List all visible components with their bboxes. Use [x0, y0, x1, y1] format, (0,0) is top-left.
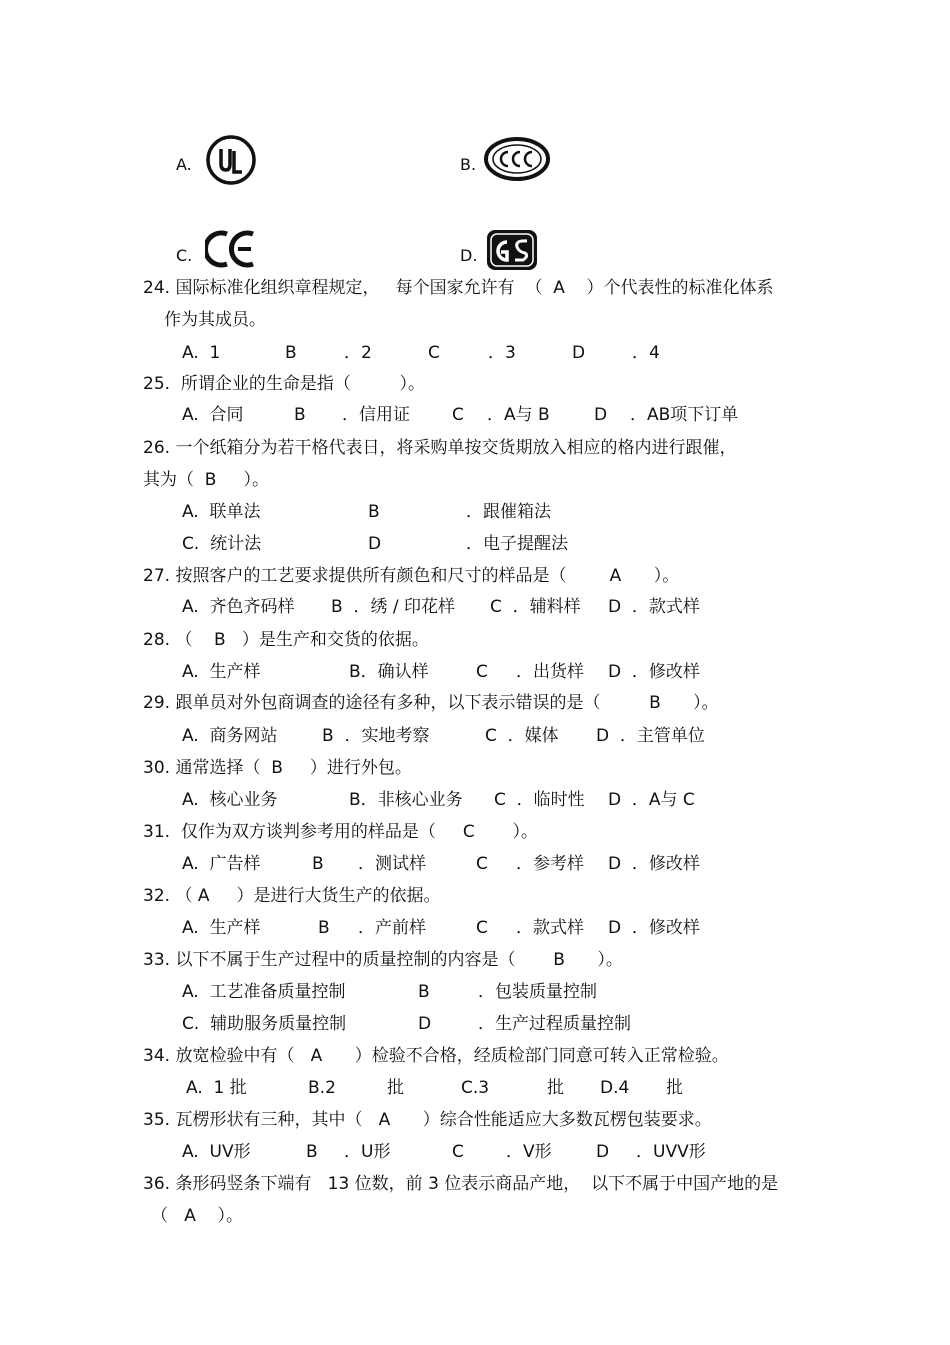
- ccc-mark-icon: [483, 136, 551, 182]
- option-b-letter: B: [312, 854, 324, 874]
- option-d-letter: D: [368, 534, 382, 554]
- option-d-unit: 批: [666, 1078, 683, 1098]
- question-33-text: 33. 以下不属于生产过程中的质量控制的内容是（ B ）。: [143, 950, 623, 970]
- option-c: ．参考样: [516, 854, 584, 874]
- option-d: ．UVV形: [636, 1142, 706, 1162]
- option-a: A. 1 批: [186, 1078, 247, 1098]
- option-a: A. 广告样: [182, 854, 261, 874]
- question-25-text: 25. 所谓企业的生命是指（ ）。: [143, 374, 425, 394]
- option-c: ．款式样: [516, 918, 584, 938]
- option-a: A. 齐色齐码样: [182, 597, 295, 617]
- option-d-letter: D.4: [600, 1078, 630, 1098]
- question-36-text: 36. 条形码竖条下端有 13 位数，前 3 位表示商品产地， 以下不属于中国产地的是: [143, 1174, 779, 1194]
- option-a: A. 联单法: [182, 502, 261, 522]
- option-a: A. 商务网站: [182, 726, 278, 746]
- option-d: D ．款式样: [608, 597, 700, 617]
- option-d-letter: D: [418, 1014, 432, 1034]
- option-a: A. 核心业务: [182, 790, 278, 810]
- question-24-text: 24. 国际标准化组织章程规定， 每个国家允许有 （ A ）个代表性的标准化体系: [143, 278, 774, 298]
- option-b: ．2: [344, 343, 372, 363]
- question-24-text-cont: 作为其成员。: [164, 310, 266, 330]
- ul-mark-icon: [205, 134, 257, 186]
- option-c-letter: C: [476, 918, 488, 938]
- option-c-unit: 批: [547, 1078, 564, 1098]
- option-b-letter: B: [318, 918, 330, 938]
- option-d: ．AB项下订单: [630, 405, 739, 425]
- ce-mark-icon: [205, 228, 257, 270]
- option-c-letter: C: [476, 854, 488, 874]
- option-c: ．出货样: [516, 662, 584, 682]
- option-b: ．测试样: [358, 854, 426, 874]
- option-b: ．跟催箱法: [466, 502, 551, 522]
- question-29-text: 29. 跟单员对外包商调查的途径有多种，以下表示错误的是（ B ）。: [143, 693, 719, 713]
- option-c: ．3: [488, 343, 516, 363]
- option-a: A. 生产样: [182, 918, 261, 938]
- option-b: B．非核心业务: [349, 790, 463, 810]
- question-27-text: 27. 按照客户的工艺要求提供所有颜色和尺寸的样品是（ A ）。: [143, 566, 680, 586]
- logo-option-b-label: B.: [460, 155, 477, 174]
- option-a: A. 合同: [182, 405, 244, 425]
- option-c: C ．临时性: [494, 790, 585, 810]
- option-d-letter: D: [594, 405, 608, 425]
- option-d: ．4: [632, 343, 660, 363]
- question-35-text: 35. 瓦楞形状有三种，其中（ A ）综合性能适应大多数瓦楞包装要求。: [143, 1110, 712, 1130]
- option-c: C ．媒体: [485, 726, 559, 746]
- option-d-letter: D: [572, 343, 586, 363]
- option-b: ．U形: [344, 1142, 391, 1162]
- option-c-letter: C: [476, 662, 488, 682]
- option-b: ．产前样: [358, 918, 426, 938]
- option-c: ．A与 B: [487, 405, 550, 425]
- option-c-letter: C.3: [461, 1078, 490, 1098]
- option-d: D ．A与 C: [608, 790, 695, 810]
- logo-option-c-label: C.: [176, 246, 193, 265]
- option-b-letter: B: [294, 405, 306, 425]
- option-b-letter: B: [418, 982, 430, 1002]
- option-d: D ．修改样: [608, 662, 700, 682]
- option-a: A. 生产样: [182, 662, 261, 682]
- question-26-text-cont: 其为（ B ）。: [143, 470, 269, 490]
- option-b: B ．绣 / 印花样: [331, 597, 456, 617]
- option-b: B．确认样: [349, 662, 429, 682]
- option-c: C. 辅助服务质量控制: [182, 1014, 347, 1034]
- option-c: C. 统计法: [182, 534, 262, 554]
- option-b-letter: B.2: [308, 1078, 336, 1098]
- option-b-unit: 批: [387, 1078, 404, 1098]
- question-28-text: 28. （ B ）是生产和交货的依据。: [143, 630, 429, 650]
- option-b: ．信用证: [342, 405, 410, 425]
- option-c: C ．辅料样: [490, 597, 581, 617]
- question-31-text: 31. 仅作为双方谈判参考用的样品是（ C ）。: [143, 822, 539, 842]
- option-d: ．电子提醒法: [466, 534, 568, 554]
- question-30-text: 30. 通常选择（ B ）进行外包。: [143, 758, 412, 778]
- option-b-letter: B: [368, 502, 380, 522]
- option-b: ．包装质量控制: [478, 982, 597, 1002]
- logo-option-a-label: A.: [176, 155, 192, 174]
- option-b-letter: B: [306, 1142, 318, 1162]
- option-c-letter: C: [452, 1142, 464, 1162]
- question-36-text-cont: （ A ）。: [151, 1206, 243, 1226]
- option-a: A. 1: [182, 343, 221, 363]
- logo-option-d-label: D.: [460, 246, 478, 265]
- option-c: ．V形: [506, 1142, 552, 1162]
- option-a: A. 工艺准备质量控制: [182, 982, 346, 1002]
- gs-mark-icon: [485, 228, 539, 272]
- option-d: D ．修改样: [608, 918, 700, 938]
- option-d: D ．主管单位: [596, 726, 705, 746]
- question-32-text: 32. （ A ）是进行大货生产的依据。: [143, 886, 441, 906]
- question-26-text: 26. 一个纸箱分为若干格代表日，将采购单按交货期放入相应的格内进行跟催，: [143, 438, 737, 458]
- option-d-letter: D: [596, 1142, 610, 1162]
- option-b-letter: B: [285, 343, 297, 363]
- option-c-letter: C: [452, 405, 464, 425]
- option-c-letter: C: [428, 343, 440, 363]
- option-d: D ．修改样: [608, 854, 700, 874]
- question-34-text: 34. 放宽检验中有（ A ）检验不合格，经质检部门同意可转入正常检验。: [143, 1046, 729, 1066]
- option-a: A. UV形: [182, 1142, 251, 1162]
- option-b: B ．实地考察: [322, 726, 430, 746]
- option-d: ．生产过程质量控制: [478, 1014, 631, 1034]
